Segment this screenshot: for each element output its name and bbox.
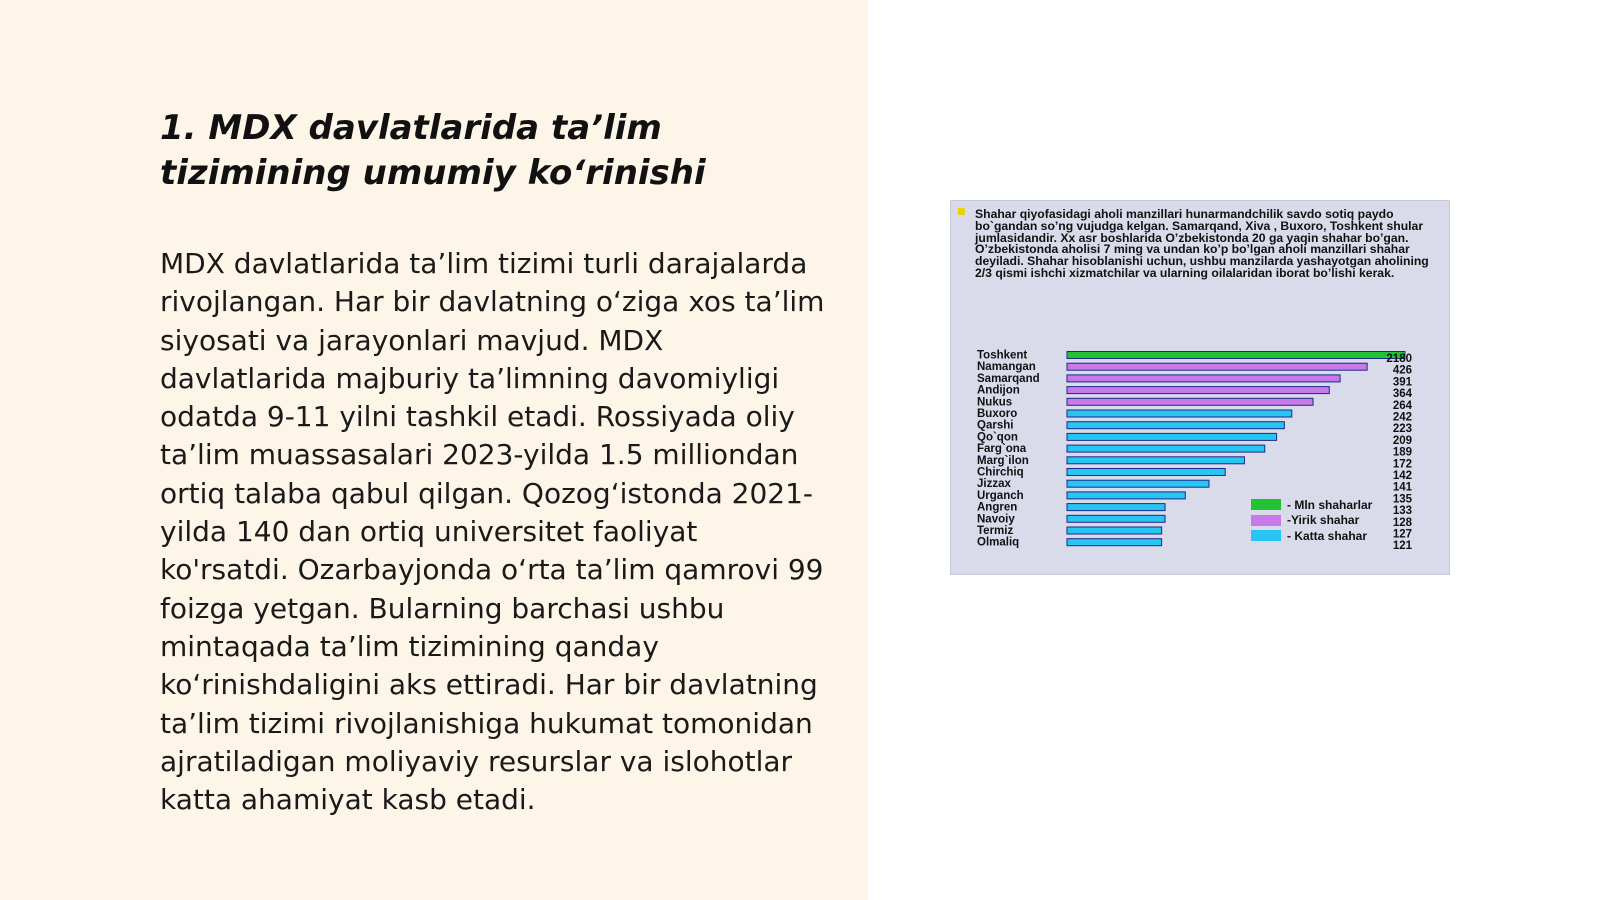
legend-swatch-katta <box>1251 530 1281 541</box>
city-bar <box>1067 539 1162 546</box>
city-label: Termiz <box>977 525 1014 537</box>
city-bar <box>1067 398 1313 405</box>
legend-swatch-yirik <box>1251 515 1281 526</box>
city-bar <box>1067 480 1209 487</box>
city-bar <box>1067 527 1162 534</box>
city-population-figure <box>950 200 1450 575</box>
city-label: Chirchiq <box>977 466 1024 479</box>
legend-label-mln: - Mln shaharlar <box>1287 497 1373 512</box>
city-label: Nukus <box>977 396 1013 409</box>
city-label: Samarqand <box>977 372 1040 385</box>
bullet-icon: ■ <box>957 207 966 217</box>
bar-value-label: 172 <box>1392 458 1412 471</box>
bar-value-label: 426 <box>1392 364 1412 377</box>
city-label: Urganch <box>977 489 1024 502</box>
bar-value-label: 133 <box>1392 505 1412 518</box>
city-label: Farg`ona <box>977 443 1027 456</box>
city-label: Qarshi <box>977 419 1014 432</box>
city-bar <box>1067 457 1244 464</box>
legend-label-katta: - Katta shahar <box>1287 528 1368 543</box>
figure-note: Shahar qiyofasidagi aholi manzillari hunarmandchilik savdo sotiq paydo bo`gandan so’ng vujudga kelgan. Samarqand, Xiva , Buxoro, Toshkent shular jumlasidandir. Xx asr boshlarida O’zbekistonda 20 ga yaqin shahar bo’gan. O’zbekistonda aholisi 7 ming va undan ko’p bo’lgan aholi manzillari shahar deyiladi. Shahar hisoblanishi uchun, ushbu manzilarda yashayotgan aholining 2/3 qismi ishchi xizmatchilar va ularning oilalaridan iborat bo’lishi kerak. <box>975 207 1429 280</box>
city-label: Olmaliq <box>977 536 1020 549</box>
city-bar <box>1067 433 1277 440</box>
bar-value-label: 142 <box>1392 470 1412 482</box>
legend-swatch-mln <box>1251 499 1281 510</box>
legend-item-mln <box>1251 497 1372 513</box>
city-bar <box>1067 515 1165 522</box>
city-label: Buxoro <box>977 408 1018 420</box>
city-label: Angren <box>977 501 1018 514</box>
city-label: Andijon <box>977 384 1020 397</box>
city-bar <box>1067 445 1265 452</box>
legend-item-katta <box>1251 528 1372 544</box>
bar-value-label: 264 <box>1392 399 1412 412</box>
bar-value-label: 121 <box>1392 540 1412 553</box>
city-bar <box>1067 504 1165 511</box>
city-bar <box>1067 375 1340 382</box>
bar-value-label: 223 <box>1392 423 1412 436</box>
city-label: Navoiy <box>977 513 1015 526</box>
city-bar <box>1067 352 1405 359</box>
bar-value-label: 391 <box>1392 376 1412 389</box>
city-bar-chart <box>951 201 1450 575</box>
city-label: Toshkent <box>977 349 1028 362</box>
bar-value-label: 189 <box>1392 446 1412 459</box>
bar-value-label: 209 <box>1392 434 1412 447</box>
chart-legend <box>1251 497 1372 544</box>
bar-value-label: 242 <box>1392 411 1412 424</box>
city-label: Namangan <box>977 361 1036 374</box>
city-bar <box>1067 387 1329 394</box>
city-label: Marg`ilon <box>977 454 1029 467</box>
city-bar <box>1067 422 1284 429</box>
bar-value-label: 135 <box>1392 493 1412 506</box>
city-label: Qo`qon <box>977 431 1018 444</box>
city-bar <box>1067 469 1225 476</box>
city-bar <box>1067 410 1292 417</box>
legend-label-yirik: -Yirik shahar <box>1287 513 1360 528</box>
slide-body-text: MDX davlatlarida ta’lim tizimi turli darajalarda rivojlangan. Har bir davlatning o‘ziga xos ta’lim siyosati va jarayonlari mavjud. MDX davlatlarida majburiy ta’limning davomiyligi odatda 9-11 yilni tashkil etadi. Rossiyada oliy ta’lim muassasalari 2023-yilda 1.5 milliondan ortiq talaba qabul qilgan. Qozog‘istonda 2021-yilda 140 dan ortiq universitet faoliyat ko'rsatdi. Ozarbayjonda o‘rta ta’lim qamrovi 99 foizga yetgan. Bularning barchasi ushbu mintaqada ta’lim tizimining qanday ko‘rinishdaligini aks ettiradi. Har bir davlatning ta’lim tizimi rivojlanishiga hukumat tomonidan ajratiladigan moliyaviy resurslar va islohotlar katta ahamiyat kasb etadi. <box>160 247 825 817</box>
city-bar <box>1067 363 1367 370</box>
bar-value-label: 128 <box>1392 516 1412 529</box>
bar-value-label: 127 <box>1392 528 1412 541</box>
city-bar <box>1067 492 1185 499</box>
legend-item-yirik <box>1251 513 1372 529</box>
slide-title: 1. MDX davlatlarida ta’lim tizimining umumiy ko‘rinishi <box>160 108 706 193</box>
bar-value-label: 2180 <box>1386 353 1412 365</box>
bar-value-label: 364 <box>1392 388 1412 401</box>
city-label: Jizzax <box>977 478 1011 491</box>
bar-value-label: 141 <box>1392 481 1412 494</box>
